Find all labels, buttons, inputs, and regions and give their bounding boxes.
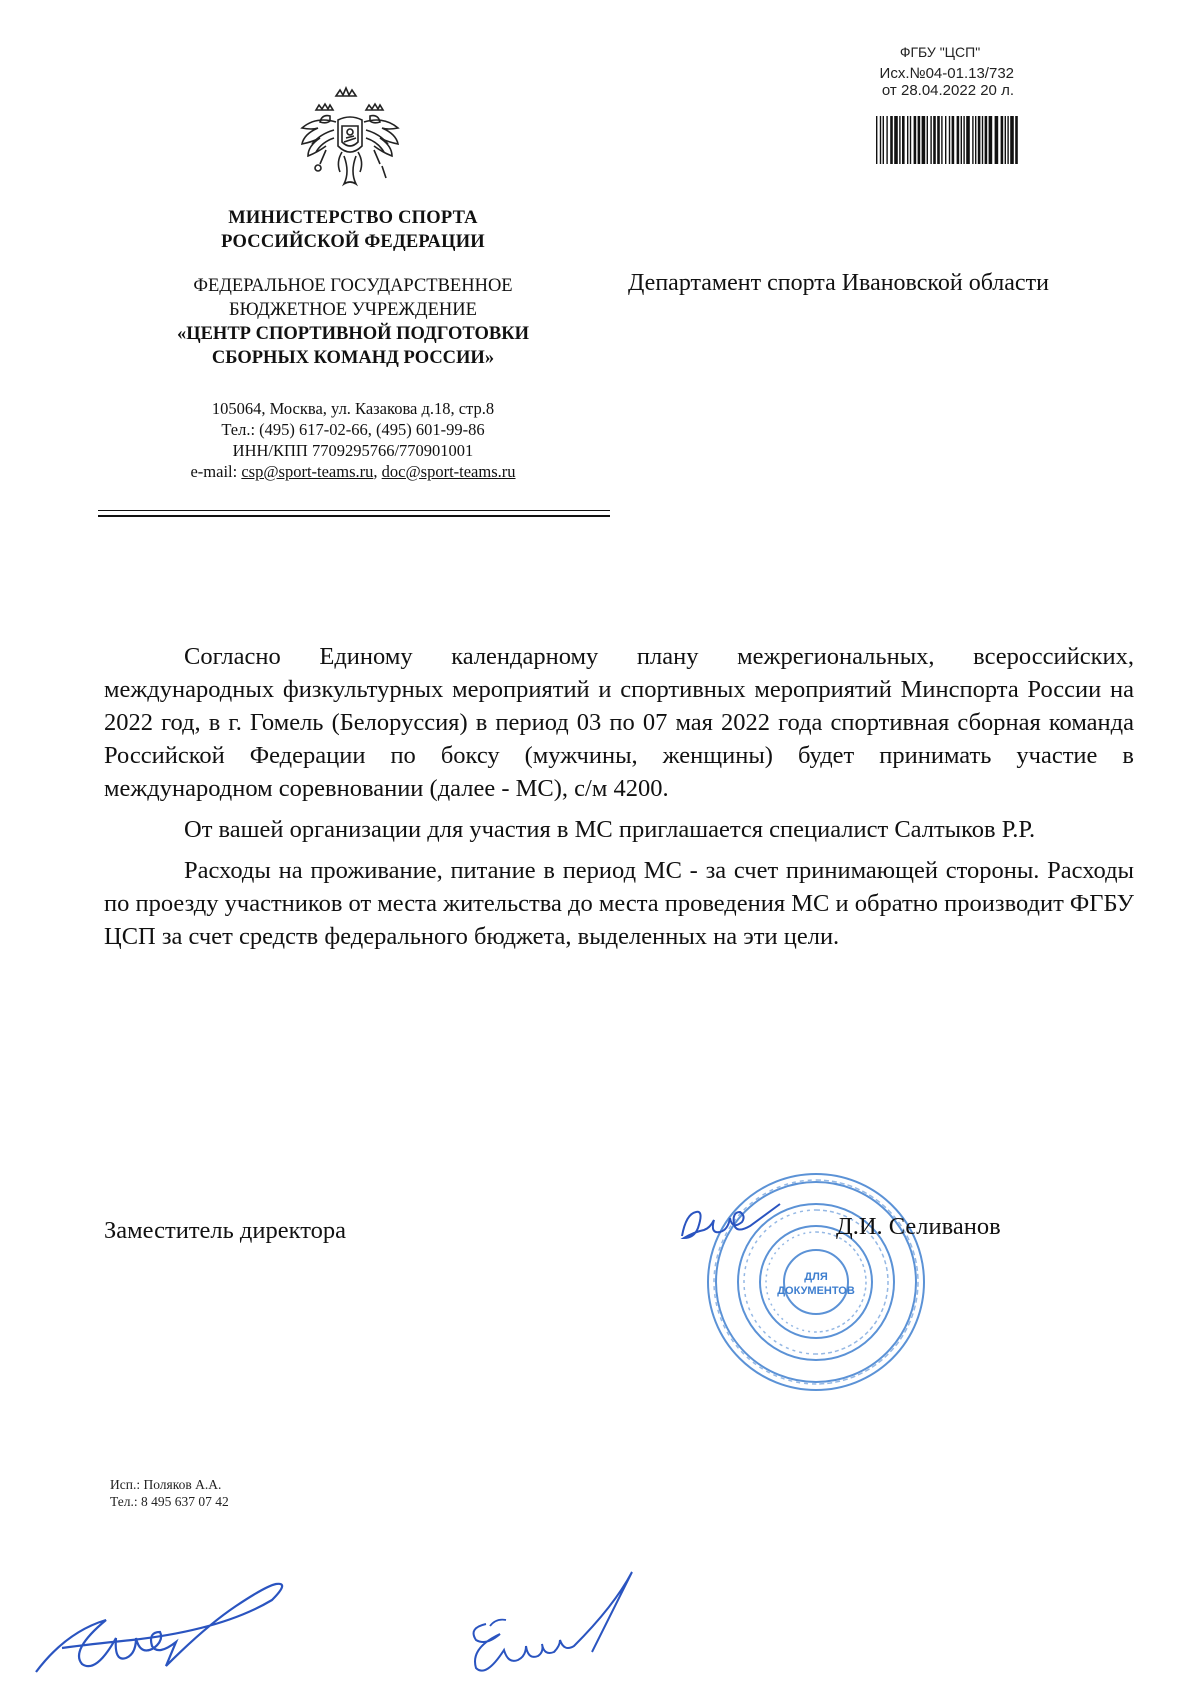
body-paragraph-3: Расходы на проживание, питание в период МС - за счет принимающей стороны. Расходы по проезду участников от места жительства до места проведения МС и обратно производит ФГБУ ЦСП за счет средств федерального бюджета, выделенных на эти цели. bbox=[104, 857, 1134, 950]
coat-of-arms-icon bbox=[296, 86, 404, 190]
handwritten-signature-director bbox=[674, 1196, 804, 1256]
registration-number: Исх.№04-01.13/732 bbox=[879, 65, 1014, 82]
barcode-bar bbox=[966, 116, 970, 164]
barcode-bar bbox=[914, 116, 917, 164]
registration-block bbox=[860, 44, 1020, 99]
barcode-bar bbox=[886, 116, 887, 164]
svg-text:ДОКУМЕНТОВ: ДОКУМЕНТОВ bbox=[777, 1285, 855, 1297]
barcode-bar bbox=[1005, 116, 1006, 164]
ministry-line-1: МИНИСТЕРСТВО СПОРТА bbox=[228, 208, 478, 228]
barcode-bar bbox=[918, 116, 921, 164]
barcode-bar bbox=[933, 116, 936, 164]
barcode-bar bbox=[883, 116, 884, 164]
recipient: Департамент спорта Ивановской области bbox=[628, 270, 1049, 296]
barcode-bar bbox=[894, 116, 898, 164]
executor-info bbox=[110, 1476, 229, 1510]
barcode-bar bbox=[1007, 116, 1008, 164]
barcode-bar bbox=[963, 116, 964, 164]
svg-text:ДЛЯ: ДЛЯ bbox=[804, 1271, 828, 1283]
org-line-2: БЮДЖЕТНОЕ УЧРЕЖДЕНИЕ bbox=[229, 300, 477, 320]
header-divider-thin bbox=[98, 510, 610, 511]
barcode-bar bbox=[902, 116, 905, 164]
barcode-bar bbox=[876, 116, 877, 164]
barcode-bar bbox=[972, 116, 973, 164]
body-paragraph-2: От вашей организации для участия в МС приглашается специалист Салтыков Р.Р. bbox=[184, 816, 1036, 843]
barcode-bar bbox=[910, 116, 911, 164]
barcode-bar bbox=[937, 116, 940, 164]
barcode-bar bbox=[985, 116, 988, 164]
barcode-bar bbox=[978, 116, 981, 164]
barcode-bar bbox=[930, 116, 931, 164]
barcode-bar bbox=[899, 116, 900, 164]
barcode-bar bbox=[945, 116, 946, 164]
ministry-title bbox=[138, 206, 568, 254]
email-line bbox=[138, 461, 568, 482]
barcode-bar bbox=[975, 116, 976, 164]
barcode-bar bbox=[989, 116, 993, 164]
barcode-bar bbox=[890, 116, 893, 164]
barcode-image bbox=[876, 116, 1018, 164]
email-link-doc[interactable]: doc@sport-teams.ru bbox=[381, 462, 516, 481]
barcode-bar bbox=[961, 116, 962, 164]
barcode-bar bbox=[941, 116, 942, 164]
org-line-4: СБОРНЫХ КОМАНД РОССИИ» bbox=[211, 348, 495, 368]
org-line-3: «ЦЕНТР СПОРТИВНОЙ ПОДГОТОВКИ bbox=[176, 324, 530, 344]
ministry-line-2: РОССИЙСКОЙ ФЕДЕРАЦИИ bbox=[221, 232, 485, 252]
address: 105064, Москва, ул. Казакова д.18, стр.8 bbox=[211, 399, 495, 418]
barcode-bar bbox=[995, 116, 999, 164]
barcode-bar bbox=[957, 116, 960, 164]
email-separator: , bbox=[373, 462, 378, 481]
barcode-bar bbox=[922, 116, 926, 164]
phone: Тел.: (495) 617-02-66, (495) 601-99-86 bbox=[221, 420, 485, 439]
signatory-position: Заместитель директора bbox=[104, 1217, 346, 1244]
barcode-bar bbox=[1001, 116, 1004, 164]
registration-org: ФГБУ "ЦСП" bbox=[899, 44, 981, 60]
barcode-bar bbox=[880, 116, 881, 164]
barcode-bar bbox=[1010, 116, 1014, 164]
handwritten-signature-middle bbox=[450, 1566, 650, 1686]
barcode-bar bbox=[927, 116, 928, 164]
handwritten-signature-left bbox=[28, 1576, 318, 1680]
org-line-1: ФЕДЕРАЛЬНОЕ ГОСУДАРСТВЕННОЕ bbox=[193, 276, 513, 296]
barcode-bar bbox=[949, 116, 950, 164]
executor-phone: Тел.: 8 495 637 07 42 bbox=[110, 1494, 229, 1509]
signatory-name: Д.И. Селиванов bbox=[836, 1213, 1001, 1240]
registration-date: от 28.04.2022 20 л. bbox=[881, 82, 1014, 99]
executor-name: Исп.: Поляков А.А. bbox=[110, 1477, 222, 1492]
email-label: e-mail: bbox=[190, 462, 238, 481]
barcode-bar bbox=[982, 116, 983, 164]
body-paragraph-1: Согласно Единому календарному плану межрегиональных, всероссийских, международных физкультурных мероприятий и спортивных мероприятий Минспорта России на 2022 год, в г. Гомель (Белоруссия) в период 03 по 07 мая 2022 года спортивная сборная команда Российской Федерации по боксу (мужчины, женщины) будет принимать участие в международном соревновании (далее - МС), с/м 4200. bbox=[104, 643, 1134, 802]
letter-body bbox=[104, 640, 1134, 953]
header-divider-thick bbox=[98, 515, 610, 517]
email-link-csp[interactable]: csp@sport-teams.ru bbox=[241, 462, 374, 481]
contacts-block bbox=[138, 398, 568, 482]
barcode-bar bbox=[907, 116, 908, 164]
barcode-bar bbox=[952, 116, 955, 164]
barcode-bar bbox=[1015, 116, 1018, 164]
organization-title bbox=[138, 274, 568, 370]
inn-kpp: ИНН/КПП 7709295766/770901001 bbox=[232, 441, 474, 460]
